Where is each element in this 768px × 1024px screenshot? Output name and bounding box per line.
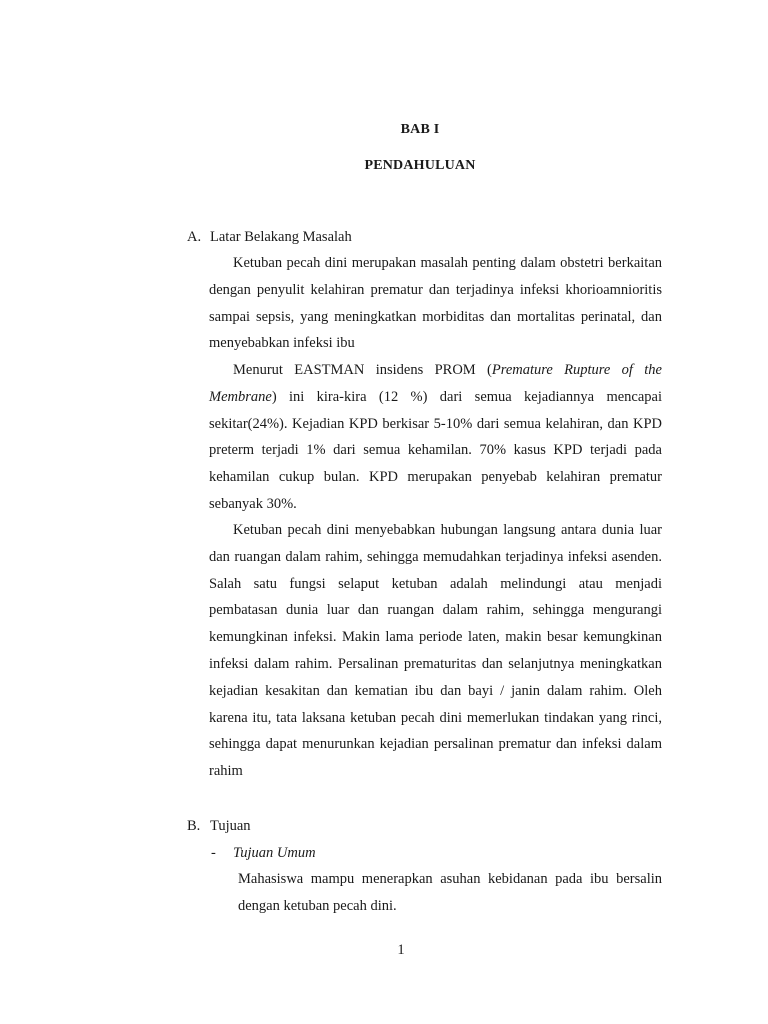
section-b-heading — [187, 818, 251, 835]
paragraph-2-start: Menurut EASTMAN insidens PROM ( — [233, 362, 492, 378]
tujuan-umum-text: Mahasiswa mampu menerapkan asuhan kebidanan pada ibu bersalin dengan ketuban pecah dini. — [238, 871, 662, 914]
section-a-marker: A. — [187, 229, 202, 245]
chapter-title: PENDAHULUAN — [364, 158, 476, 173]
paragraph-2 — [209, 357, 662, 518]
bullet-dash: - — [211, 845, 216, 861]
paragraph-1: Ketuban pecah dini merupakan masalah penting dalam obstetri berkaitan dengan penyulit kelahiran prematur dan terjadinya infeksi khorioamnioritis sampai sepsis, yang meningkatkan morbiditas dan mortalitas perinatal, dan menyebabkan infeksi ibu — [209, 255, 662, 352]
section-b-marker: B. — [187, 818, 201, 834]
paragraph-3: Ketuban pecah dini menyebabkan hubungan langsung antara dunia luar dan ruangan dalam rahim, sehingga memudahkan terjadinya infeksi asenden. Salah satu fungsi selaput ketuban adalah melindungi atau menjadi pembatasan dunia luar dan ruangan dalam rahim, sehingga mengurangi kemungkinan infeksi. Makin lama periode laten, makin besar kemungkinan infeksi dalam rahim. Persalinan prematuritas dan selanjutnya meningkatkan kejadian kesakitan dan kematian ibu dan bayi / janin dalam rahim. Oleh karena itu, tata laksana ketuban pecah dini memerlukan tindakan yang rinci, sehingga dapat menurunkan kejadian persalinan prematur dan infeksi dalam rahim — [209, 522, 662, 780]
paragraph-2-italic-term: Premature Rupture of the Membrane — [209, 362, 662, 405]
paragraph-2-end: ) ini kira-kira (12 %) dari semua kejadiannya mencapai sekitar(24%). Kejadian KPD berkisar 5-10% dari semua kelahiran, dan KPD preterm terjadi 1% dari semua kehamilan. 70% kasus KPD terjadi pada kehamilan cukup bulan. KPD merupakan penyebab kelahiran prematur sebanyak 30%. — [209, 388, 662, 512]
section-a-heading — [187, 229, 352, 246]
section-b-title: Tujuan — [210, 818, 251, 834]
page-number: 1 — [397, 942, 405, 958]
sub-heading-tujuan-umum — [211, 845, 316, 862]
chapter-label: BAB I — [400, 122, 440, 137]
section-a-title: Latar Belakang Masalah — [210, 229, 352, 245]
sub-heading-title: Tujuan Umum — [233, 845, 316, 861]
